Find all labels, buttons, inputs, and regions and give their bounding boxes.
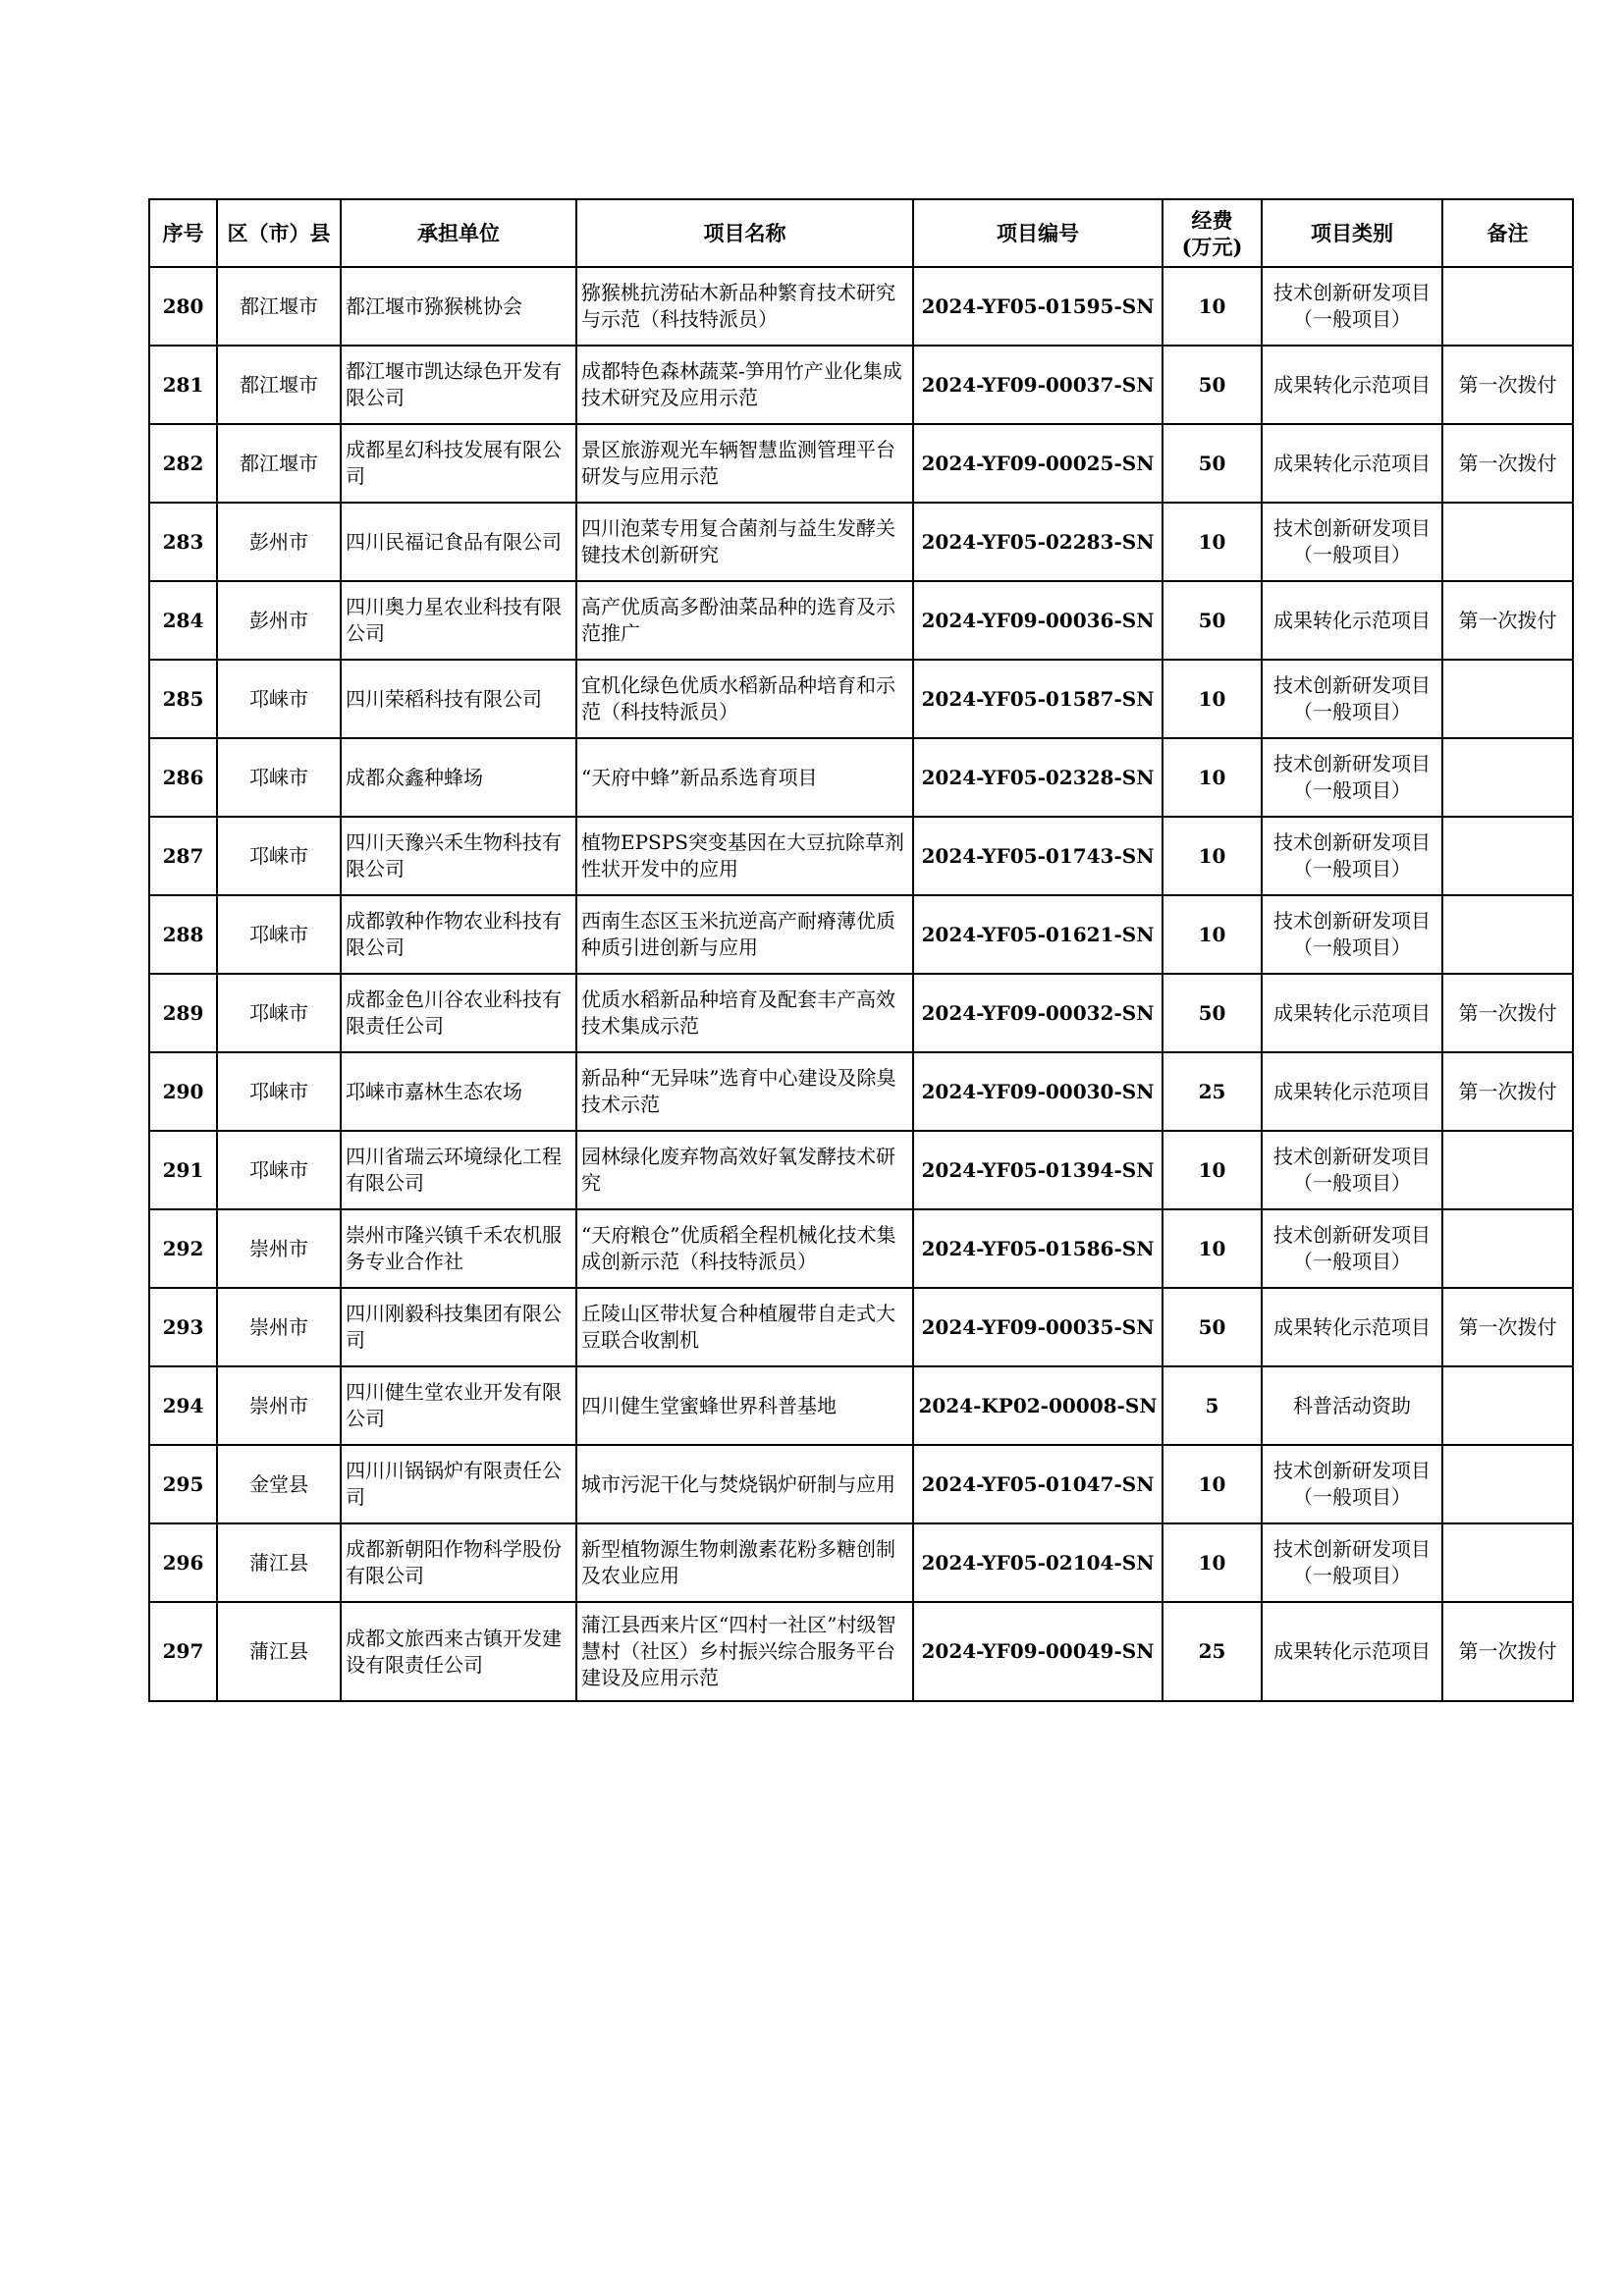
cell-remark bbox=[1442, 895, 1573, 974]
cell-budget: 10 bbox=[1163, 817, 1262, 895]
cell-unit: 成都星幻科技发展有限公司 bbox=[341, 424, 576, 503]
table-row bbox=[149, 1366, 1573, 1445]
table-row bbox=[149, 581, 1573, 660]
cell-category: 成果转化示范项目 bbox=[1262, 346, 1442, 424]
cell-remark: 第一次拨付 bbox=[1442, 346, 1573, 424]
cell-category: 技术创新研发项目（一般项目） bbox=[1262, 895, 1442, 974]
cell-budget: 10 bbox=[1163, 503, 1262, 581]
cell-unit: 崇州市隆兴镇千禾农机服务专业合作社 bbox=[341, 1209, 576, 1288]
cell-budget: 50 bbox=[1163, 346, 1262, 424]
table-row bbox=[149, 1209, 1573, 1288]
cell-budget: 10 bbox=[1163, 267, 1262, 346]
cell-project-name: 西南生态区玉米抗逆高产耐瘠薄优质种质引进创新与应用 bbox=[576, 895, 913, 974]
table-row bbox=[149, 738, 1573, 817]
table-row bbox=[149, 1131, 1573, 1209]
cell-project-name: 四川泡菜专用复合菌剂与益生发酵关键技术创新研究 bbox=[576, 503, 913, 581]
cell-category: 成果转化示范项目 bbox=[1262, 1602, 1442, 1701]
cell-project-code: 2024-YF05-01621-SN bbox=[913, 895, 1163, 974]
header-project-code: 项目编号 bbox=[913, 199, 1163, 267]
cell-category: 技术创新研发项目（一般项目） bbox=[1262, 1209, 1442, 1288]
cell-district: 蒲江县 bbox=[217, 1602, 341, 1701]
cell-budget: 50 bbox=[1163, 581, 1262, 660]
cell-index: 285 bbox=[149, 660, 217, 738]
cell-unit: 成都文旅西来古镇开发建设有限责任公司 bbox=[341, 1602, 576, 1701]
cell-index: 280 bbox=[149, 267, 217, 346]
cell-district: 彭州市 bbox=[217, 581, 341, 660]
cell-category: 技术创新研发项目（一般项目） bbox=[1262, 1445, 1442, 1523]
cell-district: 蒲江县 bbox=[217, 1523, 341, 1602]
cell-district: 都江堰市 bbox=[217, 346, 341, 424]
cell-category: 技术创新研发项目（一般项目） bbox=[1262, 660, 1442, 738]
cell-budget: 50 bbox=[1163, 424, 1262, 503]
cell-district: 邛崃市 bbox=[217, 895, 341, 974]
header-district: 区（市）县 bbox=[217, 199, 341, 267]
cell-budget: 10 bbox=[1163, 660, 1262, 738]
header-category: 项目类别 bbox=[1262, 199, 1442, 267]
cell-index: 287 bbox=[149, 817, 217, 895]
cell-unit: 都江堰市猕猴桃协会 bbox=[341, 267, 576, 346]
cell-remark: 第一次拨付 bbox=[1442, 581, 1573, 660]
table-row bbox=[149, 895, 1573, 974]
cell-project-name: 新型植物源生物刺激素花粉多糖创制及农业应用 bbox=[576, 1523, 913, 1602]
cell-project-name: 优质水稻新品种培育及配套丰产高效技术集成示范 bbox=[576, 974, 913, 1052]
cell-category: 技术创新研发项目（一般项目） bbox=[1262, 817, 1442, 895]
cell-category: 成果转化示范项目 bbox=[1262, 974, 1442, 1052]
cell-unit: 成都金色川谷农业科技有限责任公司 bbox=[341, 974, 576, 1052]
cell-budget: 50 bbox=[1163, 1288, 1262, 1366]
cell-index: 290 bbox=[149, 1052, 217, 1131]
cell-project-code: 2024-YF05-01587-SN bbox=[913, 660, 1163, 738]
table-row bbox=[149, 503, 1573, 581]
cell-index: 295 bbox=[149, 1445, 217, 1523]
table-header-row bbox=[149, 199, 1573, 267]
cell-unit: 四川川锅锅炉有限责任公司 bbox=[341, 1445, 576, 1523]
cell-unit: 成都新朝阳作物科学股份有限公司 bbox=[341, 1523, 576, 1602]
cell-category: 技术创新研发项目（一般项目） bbox=[1262, 1523, 1442, 1602]
cell-index: 292 bbox=[149, 1209, 217, 1288]
cell-project-name: 猕猴桃抗涝砧木新品种繁育技术研究与示范（科技特派员） bbox=[576, 267, 913, 346]
cell-project-code: 2024-YF09-00035-SN bbox=[913, 1288, 1163, 1366]
cell-index: 294 bbox=[149, 1366, 217, 1445]
table-body bbox=[149, 267, 1573, 1701]
cell-index: 297 bbox=[149, 1602, 217, 1701]
cell-budget: 5 bbox=[1163, 1366, 1262, 1445]
cell-project-code: 2024-YF09-00025-SN bbox=[913, 424, 1163, 503]
cell-index: 283 bbox=[149, 503, 217, 581]
cell-unit: 四川省瑞云环境绿化工程有限公司 bbox=[341, 1131, 576, 1209]
cell-unit: 四川健生堂农业开发有限公司 bbox=[341, 1366, 576, 1445]
cell-remark: 第一次拨付 bbox=[1442, 424, 1573, 503]
cell-district: 崇州市 bbox=[217, 1209, 341, 1288]
cell-index: 288 bbox=[149, 895, 217, 974]
table-row bbox=[149, 1052, 1573, 1131]
cell-budget: 10 bbox=[1163, 1131, 1262, 1209]
cell-category: 技术创新研发项目（一般项目） bbox=[1262, 267, 1442, 346]
cell-remark bbox=[1442, 1131, 1573, 1209]
cell-project-name: 高产优质高多酚油菜品种的选育及示范推广 bbox=[576, 581, 913, 660]
cell-unit: 四川荣稻科技有限公司 bbox=[341, 660, 576, 738]
table-row bbox=[149, 974, 1573, 1052]
cell-project-name: 景区旅游观光车辆智慧监测管理平台研发与应用示范 bbox=[576, 424, 913, 503]
cell-remark bbox=[1442, 660, 1573, 738]
cell-category: 技术创新研发项目（一般项目） bbox=[1262, 1131, 1442, 1209]
cell-project-code: 2024-YF05-01047-SN bbox=[913, 1445, 1163, 1523]
cell-category: 成果转化示范项目 bbox=[1262, 1288, 1442, 1366]
cell-project-code: 2024-YF05-01743-SN bbox=[913, 817, 1163, 895]
cell-index: 289 bbox=[149, 974, 217, 1052]
table-row bbox=[149, 1445, 1573, 1523]
header-unit: 承担单位 bbox=[341, 199, 576, 267]
cell-budget: 10 bbox=[1163, 895, 1262, 974]
cell-project-name: 城市污泥干化与焚烧锅炉研制与应用 bbox=[576, 1445, 913, 1523]
cell-category: 成果转化示范项目 bbox=[1262, 424, 1442, 503]
cell-index: 284 bbox=[149, 581, 217, 660]
cell-budget: 10 bbox=[1163, 738, 1262, 817]
header-remark: 备注 bbox=[1442, 199, 1573, 267]
header-budget: 经费 (万元) bbox=[1163, 199, 1262, 267]
cell-district: 都江堰市 bbox=[217, 424, 341, 503]
cell-unit: 成都敦种作物农业科技有限公司 bbox=[341, 895, 576, 974]
header-index: 序号 bbox=[149, 199, 217, 267]
cell-unit: 四川民福记食品有限公司 bbox=[341, 503, 576, 581]
cell-unit: 都江堰市凯达绿色开发有限公司 bbox=[341, 346, 576, 424]
cell-category: 成果转化示范项目 bbox=[1262, 1052, 1442, 1131]
cell-remark bbox=[1442, 1445, 1573, 1523]
cell-district: 邛崃市 bbox=[217, 1052, 341, 1131]
cell-district: 崇州市 bbox=[217, 1288, 341, 1366]
cell-district: 彭州市 bbox=[217, 503, 341, 581]
cell-remark bbox=[1442, 1366, 1573, 1445]
cell-district: 金堂县 bbox=[217, 1445, 341, 1523]
cell-project-code: 2024-YF09-00037-SN bbox=[913, 346, 1163, 424]
cell-district: 邛崃市 bbox=[217, 660, 341, 738]
cell-project-code: 2024-YF09-00049-SN bbox=[913, 1602, 1163, 1701]
cell-project-name: 四川健生堂蜜蜂世界科普基地 bbox=[576, 1366, 913, 1445]
cell-project-name: 宜机化绿色优质水稻新品种培育和示范（科技特派员） bbox=[576, 660, 913, 738]
cell-district: 邛崃市 bbox=[217, 817, 341, 895]
cell-index: 281 bbox=[149, 346, 217, 424]
table-row bbox=[149, 1523, 1573, 1602]
table-row bbox=[149, 817, 1573, 895]
cell-index: 291 bbox=[149, 1131, 217, 1209]
cell-project-name: 蒲江县西来片区“四村一社区”村级智慧村（社区）乡村振兴综合服务平台建设及应用示范 bbox=[576, 1602, 913, 1701]
table-row bbox=[149, 267, 1573, 346]
cell-district: 邛崃市 bbox=[217, 1131, 341, 1209]
cell-project-name: 成都特色森林蔬菜-笋用竹产业化集成技术研究及应用示范 bbox=[576, 346, 913, 424]
cell-remark: 第一次拨付 bbox=[1442, 974, 1573, 1052]
cell-index: 286 bbox=[149, 738, 217, 817]
cell-index: 296 bbox=[149, 1523, 217, 1602]
cell-project-name: 植物EPSPS突变基因在大豆抗除草剂性状开发中的应用 bbox=[576, 817, 913, 895]
cell-project-code: 2024-YF09-00036-SN bbox=[913, 581, 1163, 660]
table-row bbox=[149, 346, 1573, 424]
cell-project-code: 2024-YF05-01586-SN bbox=[913, 1209, 1163, 1288]
table-row bbox=[149, 1602, 1573, 1701]
cell-remark: 第一次拨付 bbox=[1442, 1602, 1573, 1701]
table-row bbox=[149, 1288, 1573, 1366]
cell-remark bbox=[1442, 267, 1573, 346]
cell-project-code: 2024-KP02-00008-SN bbox=[913, 1366, 1163, 1445]
cell-category: 技术创新研发项目（一般项目） bbox=[1262, 738, 1442, 817]
cell-budget: 10 bbox=[1163, 1445, 1262, 1523]
cell-project-name: 丘陵山区带状复合种植履带自走式大豆联合收割机 bbox=[576, 1288, 913, 1366]
cell-index: 293 bbox=[149, 1288, 217, 1366]
cell-budget: 25 bbox=[1163, 1602, 1262, 1701]
cell-district: 崇州市 bbox=[217, 1366, 341, 1445]
cell-remark: 第一次拨付 bbox=[1442, 1052, 1573, 1131]
header-project-name: 项目名称 bbox=[576, 199, 913, 267]
cell-budget: 10 bbox=[1163, 1209, 1262, 1288]
cell-remark bbox=[1442, 738, 1573, 817]
cell-budget: 10 bbox=[1163, 1523, 1262, 1602]
cell-district: 邛崃市 bbox=[217, 738, 341, 817]
cell-unit: 四川天豫兴禾生物科技有限公司 bbox=[341, 817, 576, 895]
cell-unit: 邛崃市嘉林生态农场 bbox=[341, 1052, 576, 1131]
cell-district: 邛崃市 bbox=[217, 974, 341, 1052]
cell-unit: 四川奥力星农业科技有限公司 bbox=[341, 581, 576, 660]
cell-project-name: “天府粮仓”优质稻全程机械化技术集成创新示范（科技特派员） bbox=[576, 1209, 913, 1288]
cell-project-code: 2024-YF05-02283-SN bbox=[913, 503, 1163, 581]
cell-project-code: 2024-YF05-01394-SN bbox=[913, 1131, 1163, 1209]
cell-budget: 25 bbox=[1163, 1052, 1262, 1131]
cell-project-code: 2024-YF05-02328-SN bbox=[913, 738, 1163, 817]
cell-remark bbox=[1442, 817, 1573, 895]
cell-budget: 50 bbox=[1163, 974, 1262, 1052]
cell-unit: 四川刚毅科技集团有限公司 bbox=[341, 1288, 576, 1366]
cell-category: 技术创新研发项目（一般项目） bbox=[1262, 503, 1442, 581]
cell-project-code: 2024-YF09-00032-SN bbox=[913, 974, 1163, 1052]
table-row bbox=[149, 424, 1573, 503]
cell-project-code: 2024-YF09-00030-SN bbox=[913, 1052, 1163, 1131]
cell-project-code: 2024-YF05-01595-SN bbox=[913, 267, 1163, 346]
table-row bbox=[149, 660, 1573, 738]
cell-district: 都江堰市 bbox=[217, 267, 341, 346]
cell-unit: 成都众鑫种蜂场 bbox=[341, 738, 576, 817]
cell-remark: 第一次拨付 bbox=[1442, 1288, 1573, 1366]
project-table bbox=[148, 198, 1574, 1702]
cell-category: 科普活动资助 bbox=[1262, 1366, 1442, 1445]
cell-category: 成果转化示范项目 bbox=[1262, 581, 1442, 660]
cell-index: 282 bbox=[149, 424, 217, 503]
cell-project-name: 园林绿化废弃物高效好氧发酵技术研究 bbox=[576, 1131, 913, 1209]
cell-remark bbox=[1442, 1523, 1573, 1602]
cell-remark bbox=[1442, 503, 1573, 581]
cell-project-name: “天府中蜂”新品系选育项目 bbox=[576, 738, 913, 817]
cell-project-name: 新品种“无异味”选育中心建设及除臭技术示范 bbox=[576, 1052, 913, 1131]
cell-project-code: 2024-YF05-02104-SN bbox=[913, 1523, 1163, 1602]
cell-remark bbox=[1442, 1209, 1573, 1288]
